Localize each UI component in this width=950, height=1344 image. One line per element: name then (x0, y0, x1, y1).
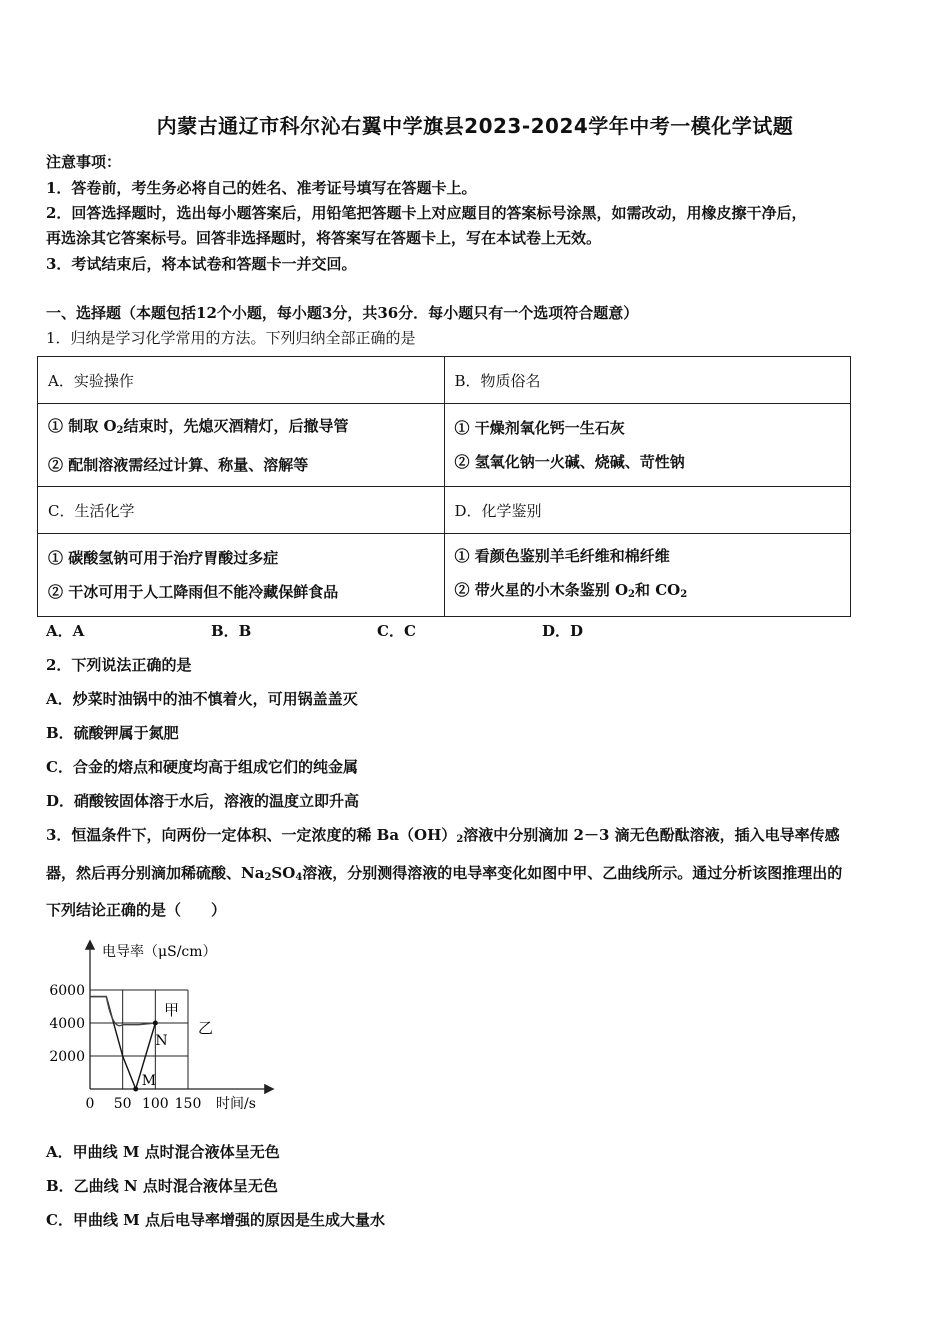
x-tick-label: 50 (113, 1096, 132, 1112)
y-tick-label: 2000 (49, 1049, 85, 1065)
section-heading: 一、选择题（本题包括12个小题，每小题3分，共36分．每小题只有一个选项符合题意） (46, 304, 639, 322)
q1-c-line-2: ② 干冰可用于人工降雨但不能冷藏保鲜食品 (48, 583, 339, 601)
page-title: 内蒙古通辽市科尔沁右翼中学旗县2023-2024学年中考一模化学试题 (156, 114, 794, 138)
y-tick-label: 6000 (49, 983, 85, 999)
series-label-yi: 乙 (198, 1019, 214, 1037)
q2-option-d[interactable]: D．硝酸铵固体溶于水后，溶液的温度立即升高 (46, 792, 360, 810)
notice-item-2: 2．回答选择题时，选出每小题答案后，用铅笔把答题卡上对应题目的答案标号涂黑，如需改动，用橡皮擦干净后， (46, 204, 807, 222)
notice-heading: 注意事项： (46, 153, 122, 171)
q1-cell-c-body (38, 534, 445, 617)
point-n (153, 1021, 158, 1026)
q3-stem-line-3: 下列结论正确的是（ ） (46, 901, 227, 919)
q2-option-a[interactable]: A．炒菜时油锅中的油不慎着火，可用锅盖盖灭 (46, 690, 358, 708)
q2-stem: 2．下列说法正确的是 (46, 656, 192, 674)
conductivity-chart (40, 932, 290, 1122)
q2-option-b[interactable]: B．硫酸钾属于氮肥 (46, 724, 179, 742)
x-axis-label: 时间/s (216, 1096, 256, 1112)
point-m (133, 1087, 138, 1092)
notice-item-3: 3．考试结束后，将本试卷和答题卡一并交回。 (46, 255, 357, 273)
q1-option-b[interactable]: B．B (211, 622, 252, 640)
q1-d-line-2: ② 带火星的小木条鉴别 $O_2$和 $CO_2$ (454, 580, 688, 600)
q1-cell-a-body (38, 404, 445, 487)
notice-item-2-cont: 再选涂其它答案标号。回答非选择题时，将答案写在答题卡上，写在本试卷上无效。 (46, 229, 602, 247)
q3-stem-line-2: 器，然后再分别滴加稀硫酸、$Na_2SO_4$溶液，分别测得溶液的电导率变化如图中甲、乙曲线所示。通过分析该图推理出的 (46, 864, 843, 883)
q1-b-line-1: ① 干燥剂氧化钙一生石灰 (454, 419, 625, 437)
q3-stem-line-1: 3．恒温条件下，向两份一定体积、一定浓度的稀 $Ba(OH)_2$溶液中分别滴加 2－3 滴无色酚酞溶液，插入电导率传感 (46, 826, 840, 845)
y-tick-label: 4000 (49, 1016, 85, 1032)
q3-option-b[interactable]: B．乙曲线 N 点时混合液体呈无色 (46, 1177, 278, 1195)
q1-cell-d-head: D．化学鉴别 (444, 487, 851, 534)
q1-d-line-1: ① 看颜色鉴别羊毛纤维和棉纤维 (454, 546, 670, 565)
q3-option-c[interactable]: C．甲曲线 M 点后电导率增强的原因是生成大量水 (46, 1211, 385, 1229)
q1-cell-a-head: A．实验操作 (38, 357, 445, 404)
q1-stem: 1．归纳是学习化学常用的方法。下列归纳全部正确的是 (46, 329, 416, 347)
q1-a-line-1: ① 制取 $O_2$结束时，先熄灭酒精灯，后撤导管 (48, 416, 349, 436)
q1-c-line-1: ① 碳酸氢钠可用于治疗胃酸过多症 (48, 549, 279, 567)
q1-b-line-2: ② 氢氧化钠一火碱、烧碱、苛性钠 (454, 453, 685, 471)
x-tick-label: 0 (85, 1096, 95, 1112)
q1-table (37, 356, 851, 617)
q1-option-a[interactable]: A．A (46, 622, 85, 640)
q1-a-line-2: ② 配制溶液需经过计算、称量、溶解等 (48, 455, 309, 474)
notice-item-1: 1．答卷前，考生务必将自己的姓名、准考证号填写在答题卡上。 (46, 179, 477, 197)
q1-cell-d-body (444, 534, 851, 617)
q2-option-c[interactable]: C．合金的熔点和硬度均高于组成它们的纯金属 (46, 758, 358, 776)
x-tick-label: 100 (141, 1096, 169, 1112)
q3-option-a[interactable]: A．甲曲线 M 点时混合液体呈无色 (46, 1143, 280, 1161)
point-label-n: N (155, 1033, 168, 1049)
q1-cell-b-body (444, 404, 851, 487)
y-axis-label: 电导率（μS/cm） (102, 944, 217, 960)
q1-option-d[interactable]: D．D (542, 622, 584, 640)
q1-option-c[interactable]: C．C (377, 622, 416, 640)
x-tick-label: 150 (174, 1096, 202, 1112)
series-label-jia: 甲 (164, 1001, 180, 1019)
q1-cell-b-head: B．物质俗名 (444, 357, 851, 404)
q1-cell-c-head: C．生活化学 (38, 487, 445, 534)
point-label-m: M (141, 1073, 157, 1089)
